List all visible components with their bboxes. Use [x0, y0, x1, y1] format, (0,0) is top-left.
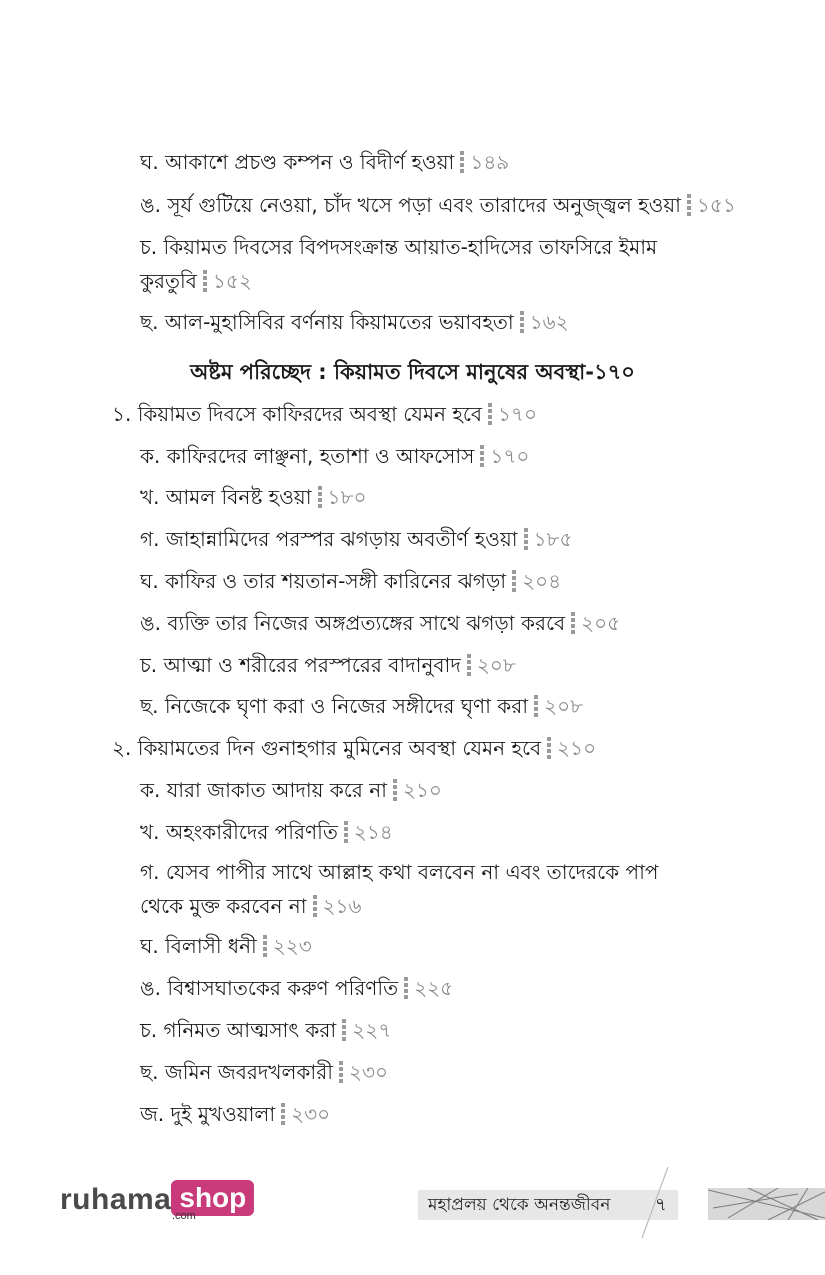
book-title: মহাপ্রলয় থেকে অনন্তজীবন	[428, 1195, 611, 1215]
entry-text: ছ. আল-মুহাসিবির বর্ণনায় কিয়ামতের ভয়াবহতা	[140, 310, 514, 334]
entry-text: ক. যারা জাকাত আদায় করে না	[140, 778, 387, 802]
page-number: ২০৮	[544, 694, 584, 718]
dotted-separator	[547, 737, 551, 759]
toc-entry	[140, 972, 453, 1004]
page-number: ১৫২	[212, 269, 252, 293]
toc-entry	[140, 690, 583, 722]
page-number: ২১০	[402, 778, 442, 802]
dotted-separator	[467, 654, 471, 676]
page-number: ১৬২	[529, 310, 569, 334]
dotted-separator	[263, 935, 267, 957]
entry-text: ঘ. বিলাসী ধনী	[140, 934, 257, 958]
page-number: ২১৪	[353, 820, 393, 844]
page-number: ১৫১	[696, 193, 736, 217]
entry-text: ঘ. কাফির ও তার শয়তান-সঙ্গী কারিনের ঝগড়া	[140, 569, 507, 593]
page-number: ২০৮	[476, 653, 516, 677]
page-number: ২৩০	[291, 1102, 331, 1126]
dotted-separator	[460, 151, 464, 173]
dotted-separator	[393, 779, 397, 801]
dotted-separator	[524, 528, 528, 550]
entry-text: চ. আত্মা ও শরীরের পরস্পরের বাদানুবাদ	[140, 653, 461, 677]
toc-entry	[140, 1056, 388, 1088]
toc-entry	[140, 306, 569, 338]
entry-text: ১. কিয়ামত দিবসে কাফিরদের অবস্থা যেমন হবে	[112, 402, 483, 426]
dotted-separator	[203, 270, 207, 292]
decorative-pattern	[708, 1188, 825, 1220]
entry-text: গ. যেসব পাপীর সাথে আল্লাহ কথা বলবেন না এবং তাদেরকে পাপ থেকে মুক্ত করবেন না	[140, 860, 659, 918]
section-heading	[112, 732, 596, 764]
entry-text: গ. জাহান্নামিদের পরস্পর ঝগড়ায় অবতীর্ণ হওয়া	[140, 527, 518, 551]
entry-text: ছ. জমিন জবরদখলকারী	[140, 1060, 333, 1084]
dotted-separator	[313, 895, 317, 917]
toc-entry	[140, 146, 509, 178]
dotted-separator	[342, 1019, 346, 1041]
toc-entry	[140, 189, 736, 221]
dotted-separator	[318, 486, 322, 508]
toc-entry	[140, 523, 573, 555]
entry-text: ক. কাফিরদের লাঞ্ছনা, হতাশা ও আফসোস	[140, 444, 475, 468]
entry-text: চ. কিয়ামত দিবসের বিপদসংক্রান্ত আয়াত-হাদিসের তাফসিরে ইমাম কুরতুবি	[140, 235, 658, 293]
entry-text: চ. গনিমত আত্মসাৎ করা	[140, 1018, 337, 1042]
entry-text: ঙ. বিশ্বাসঘাতকের করুণ পরিণতি	[140, 976, 399, 1000]
dotted-separator	[488, 403, 492, 425]
entry-text: ছ. নিজেকে ঘৃণা করা ও নিজের সঙ্গীদের ঘৃণা করা	[140, 694, 529, 718]
entry-text: ২. কিয়ামতের দিন গুনাহগার মুমিনের অবস্থা যেমন হবে	[112, 736, 542, 760]
entry-text: খ. আমল বিনষ্ট হওয়া	[140, 485, 312, 509]
entry-text: ঙ. ব্যক্তি তার নিজের অঙ্গপ্রত্যঙ্গের সাথে ঝগড়া করবে	[140, 611, 566, 635]
toc-entry	[140, 1014, 391, 1046]
dotted-separator	[344, 821, 348, 843]
toc-entry	[140, 440, 529, 472]
page-number: ২২৫	[414, 976, 454, 1000]
toc-entry	[140, 481, 366, 513]
dotted-separator	[512, 570, 516, 592]
page-number: ২২৩	[272, 934, 312, 958]
page-number: ২১০	[557, 736, 597, 760]
dotted-separator	[404, 977, 408, 999]
toc-entry	[140, 1098, 330, 1130]
dotted-separator	[571, 612, 575, 634]
page-number: ২০৫	[581, 611, 621, 635]
page-number: ১৭০	[498, 402, 538, 426]
toc-entry	[140, 565, 561, 597]
entry-text: খ. অহংকারীদের পরিণতি	[140, 820, 338, 844]
page-number: ২১৬	[322, 894, 362, 918]
dotted-separator	[480, 445, 484, 467]
entry-text: ঘ. আকাশে প্রচণ্ড কম্পন ও বিদীর্ণ হওয়া	[140, 150, 455, 174]
page-number: ২৩০	[348, 1060, 388, 1084]
toc-entry	[140, 607, 620, 639]
toc-entry	[140, 774, 442, 806]
logo-domain: .com	[172, 1210, 196, 1222]
toc-entry	[140, 649, 516, 681]
dotted-separator	[339, 1061, 343, 1083]
footer-page-number: ৭	[655, 1194, 667, 1215]
entry-text: জ. দুই মুখওয়ালা	[140, 1102, 276, 1126]
logo-shop-badge: shop	[171, 1180, 254, 1216]
logo-main-text: ruhama	[60, 1183, 172, 1216]
ruhama-shop-logo	[60, 1180, 254, 1222]
entry-text: ঙ. সূর্য গুটিয়ে নেওয়া, চাঁদ খসে পড়া এবং তারাদের অনুজ্জ্বল হওয়া	[140, 193, 681, 217]
dotted-separator	[520, 311, 524, 333]
dotted-separator	[281, 1103, 285, 1125]
page-number: ১৮০	[327, 485, 367, 509]
page-number: ২২৭	[352, 1018, 392, 1042]
page-number: ১৭০	[490, 444, 530, 468]
page-number: ১৪৯	[470, 150, 510, 174]
chapter-heading: অষ্টম পরিচ্ছেদ : কিয়ামত দিবসে মানুষের অবস্থা-১৭০	[190, 360, 635, 384]
page-number: ২০৪	[522, 569, 562, 593]
page-number: ১৮৫	[533, 527, 573, 551]
dotted-separator	[534, 695, 538, 717]
dotted-separator	[687, 194, 691, 216]
toc-entry	[140, 855, 685, 923]
toc-entry	[140, 930, 312, 962]
toc-entry	[140, 230, 685, 298]
section-heading	[112, 398, 537, 430]
toc-entry	[140, 816, 393, 848]
